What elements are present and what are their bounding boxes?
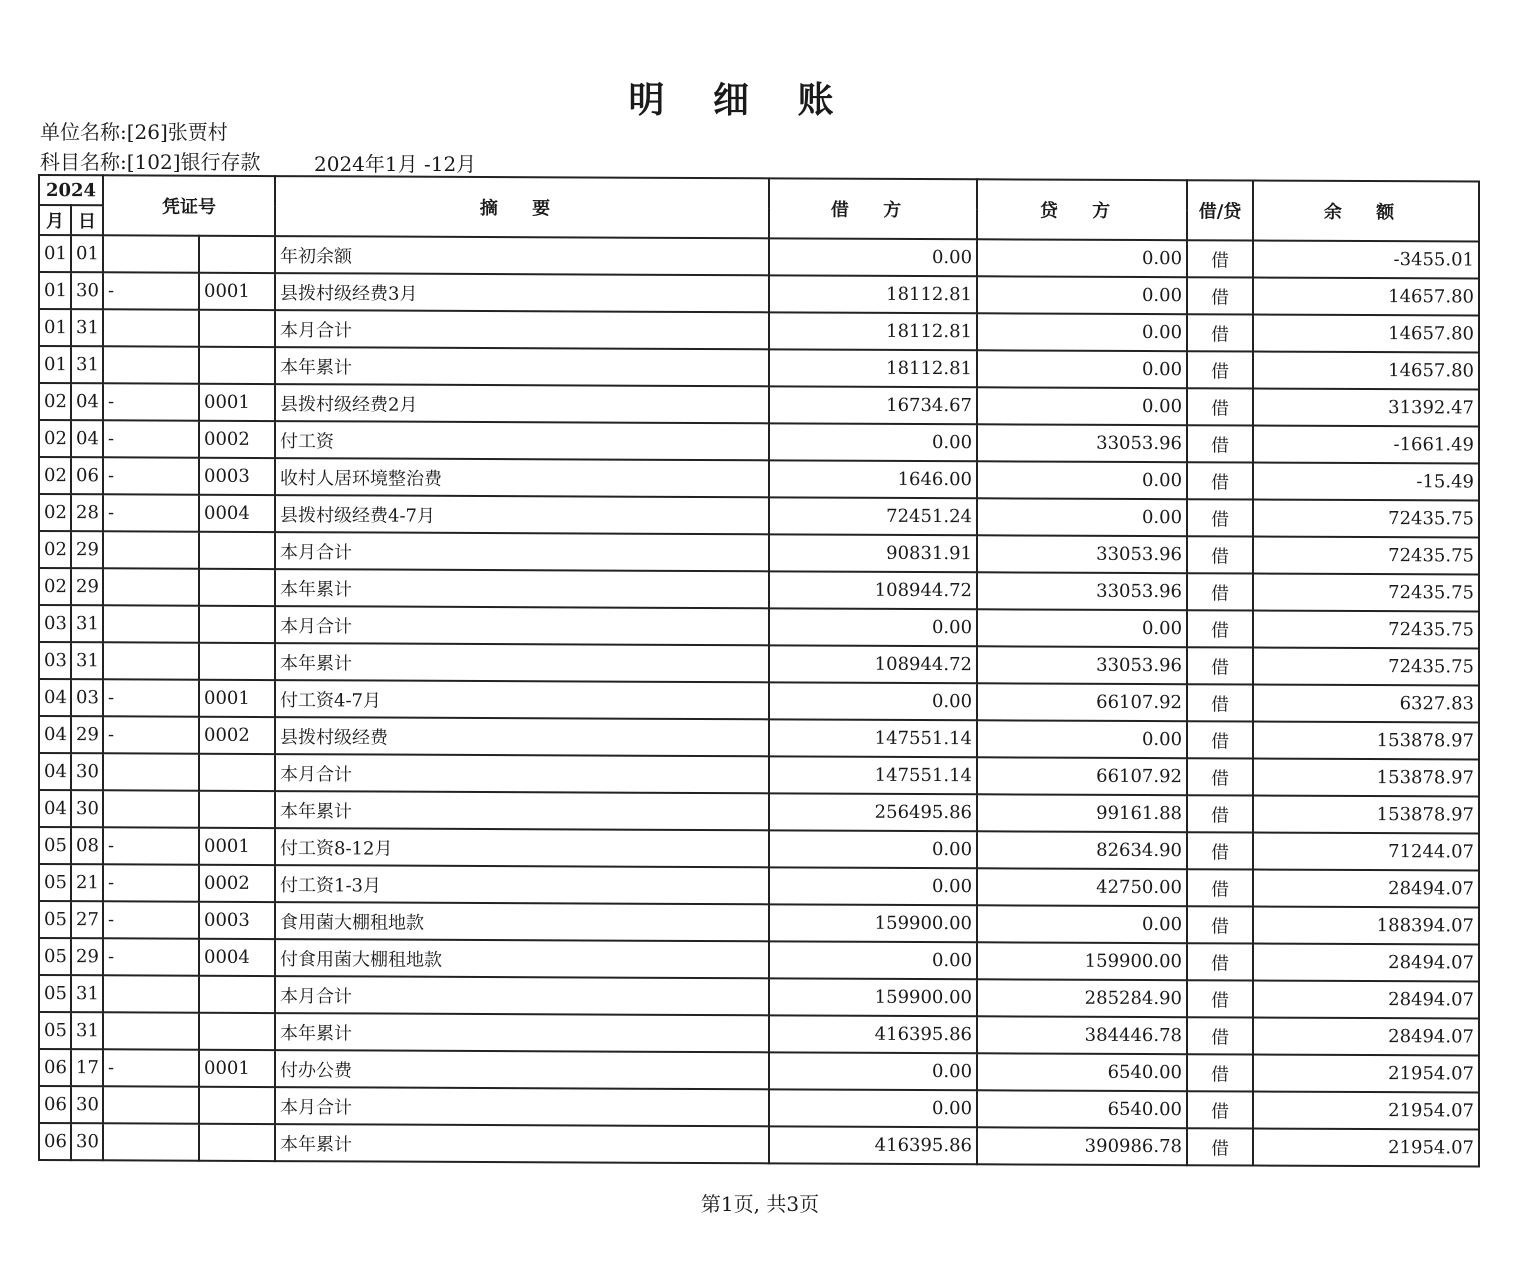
entry-month: 04 [39,790,71,827]
entry-voucher-type: - [103,457,199,494]
entry-month: 02 [39,494,71,531]
entry-summary: 本月合计 [275,606,769,645]
entry-credit: 6540.00 [977,1053,1187,1091]
entry-voucher-type: - [103,716,199,753]
entry-voucher-type: - [103,827,199,864]
entry-voucher-type: - [103,494,199,531]
entry-debit: 108944.72 [769,571,977,609]
entry-voucher-type [103,642,199,679]
unit-name: 单位名称:[26]张贾村 [40,120,228,144]
entry-balance: -15.49 [1253,463,1479,501]
entry-voucher-number: 0001 [199,680,275,717]
entry-voucher-number [199,1013,275,1050]
entry-voucher-number: 0004 [199,939,275,976]
entry-summary: 县拨村级经费 [275,717,769,756]
entry-balance: 188394.07 [1253,907,1479,945]
entry-voucher-number: 0001 [199,1050,275,1087]
entry-balance: 6327.83 [1253,685,1479,723]
entry-balance: 72435.75 [1253,611,1479,649]
entry-month: 04 [39,679,71,716]
header-direction: 借/贷 [1187,180,1253,240]
entry-voucher-number [199,1124,275,1161]
entry-debit: 0.00 [769,830,977,868]
entry-balance: 14657.80 [1253,352,1479,390]
entry-day: 31 [71,642,103,679]
entry-voucher-type [103,975,199,1012]
entry-voucher-type [103,309,199,346]
entry-day: 04 [71,383,103,420]
entry-summary: 食用菌大棚租地款 [275,902,769,941]
entry-credit: 390986.78 [977,1127,1187,1165]
entry-month: 05 [39,901,71,938]
entry-summary: 付工资1-3月 [275,865,769,904]
header-year: 2024 [39,175,103,205]
entry-debit: 16734.67 [769,386,977,424]
entry-credit: 0.00 [977,350,1187,388]
entry-day: 17 [71,1049,103,1086]
entry-month: 05 [39,938,71,975]
entry-month: 02 [39,568,71,605]
entry-balance: 28494.07 [1253,944,1479,982]
entry-credit: 82634.90 [977,831,1187,869]
entry-summary: 付工资 [275,421,769,460]
ledger-title: 明 细 账 [628,79,852,121]
entry-summary: 付工资4-7月 [275,680,769,719]
entry-month: 02 [39,531,71,568]
entry-balance: 72435.75 [1253,500,1479,538]
entry-direction: 借 [1187,610,1253,647]
header-balance: 余 额 [1253,181,1479,242]
entry-voucher-number: 0001 [199,273,275,310]
entry-debit: 0.00 [769,608,977,646]
entry-direction: 借 [1187,758,1253,795]
entry-day: 29 [71,716,103,753]
entry-balance: 14657.80 [1253,278,1479,316]
entry-voucher-number [199,976,275,1013]
entry-balance: 153878.97 [1253,796,1479,834]
entry-debit: 416395.86 [769,1015,977,1053]
entry-summary: 本年累计 [275,643,769,682]
entry-direction: 借 [1187,795,1253,832]
entry-debit: 0.00 [769,941,977,979]
entry-direction: 借 [1187,1054,1253,1091]
entry-balance: -3455.01 [1253,241,1479,279]
entry-summary: 付工资8-12月 [275,828,769,867]
period: 2024年1月 -12月 [314,152,477,176]
entry-balance: 31392.47 [1253,389,1479,427]
entry-day: 30 [71,1123,103,1160]
entry-balance: 28494.07 [1253,981,1479,1019]
entry-voucher-type: - [103,938,199,975]
entry-voucher-number: 0002 [199,421,275,458]
entry-direction: 借 [1187,943,1253,980]
entry-voucher-number [199,606,275,643]
entry-summary: 县拨村级经费3月 [275,273,769,312]
header-voucher: 凭证号 [103,175,275,236]
entry-day: 30 [71,753,103,790]
entry-balance: 72435.75 [1253,537,1479,575]
entry-voucher-type [103,568,199,605]
entry-month: 03 [39,642,71,679]
entry-voucher-number [199,310,275,347]
entry-balance: 71244.07 [1253,833,1479,871]
entry-credit: 0.00 [977,276,1187,314]
entry-debit: 18112.81 [769,312,977,350]
entry-month: 01 [39,346,71,383]
entry-direction: 借 [1187,314,1253,351]
entry-day: 29 [71,531,103,568]
entry-month: 04 [39,753,71,790]
entry-voucher-type [103,1086,199,1123]
entry-voucher-number [199,754,275,791]
entry-balance: 72435.75 [1253,648,1479,686]
entry-voucher-type: - [103,383,199,420]
entry-summary: 县拨村级经费2月 [275,384,769,423]
entry-month: 01 [39,309,71,346]
entry-credit: 0.00 [977,313,1187,351]
entry-credit: 33053.96 [977,535,1187,573]
entry-day: 31 [71,309,103,346]
entry-balance: 72435.75 [1253,574,1479,612]
header-debit: 借 方 [769,178,977,239]
entry-balance: 21954.07 [1253,1092,1479,1130]
entry-balance: 28494.07 [1253,870,1479,908]
entry-day: 29 [71,938,103,975]
entry-debit: 18112.81 [769,275,977,313]
entry-debit: 147551.14 [769,756,977,794]
entry-voucher-number: 0002 [199,865,275,902]
entry-day: 06 [71,457,103,494]
entry-day: 31 [71,346,103,383]
entry-month: 06 [39,1049,71,1086]
entry-summary: 本年累计 [275,1124,769,1163]
entry-balance: 14657.80 [1253,315,1479,353]
entry-direction: 借 [1187,832,1253,869]
entry-summary: 县拨村级经费4-7月 [275,495,769,534]
entry-voucher-number: 0004 [199,495,275,532]
entry-month: 06 [39,1086,71,1123]
entry-direction: 借 [1187,1017,1253,1054]
entry-day: 30 [71,272,103,309]
entry-summary: 本年累计 [275,791,769,830]
entry-credit: 0.00 [977,905,1187,943]
entry-voucher-number [199,532,275,569]
entry-day: 01 [71,235,103,272]
entry-balance: 153878.97 [1253,722,1479,760]
entry-summary: 本月合计 [275,976,769,1015]
entry-month: 03 [39,605,71,642]
entry-debit: 0.00 [769,682,977,720]
entry-debit: 0.00 [769,238,977,276]
entry-balance: 21954.07 [1253,1055,1479,1093]
entry-voucher-number [199,791,275,828]
entry-direction: 借 [1187,721,1253,758]
entry-direction: 借 [1187,536,1253,573]
entry-voucher-type: - [103,864,199,901]
entry-direction: 借 [1187,1128,1253,1165]
entry-direction: 借 [1187,388,1253,425]
entry-credit: 99161.88 [977,794,1187,832]
entry-voucher-type [103,790,199,827]
header-day: 日 [71,205,103,235]
entry-credit: 384446.78 [977,1016,1187,1054]
entry-credit: 0.00 [977,498,1187,536]
entry-month: 06 [39,1123,71,1160]
entry-debit: 416395.86 [769,1126,977,1164]
entry-summary: 本月合计 [275,1087,769,1126]
entry-direction: 借 [1187,869,1253,906]
entry-day: 27 [71,901,103,938]
entry-voucher-number: 0001 [199,828,275,865]
entry-direction: 借 [1187,351,1253,388]
entry-debit: 108944.72 [769,645,977,683]
entry-direction: 借 [1187,277,1253,314]
entry-summary: 年初余额 [275,236,769,275]
entry-credit: 42750.00 [977,868,1187,906]
header-credit: 贷 方 [977,179,1187,240]
entry-voucher-type [103,753,199,790]
entry-voucher-type: - [103,272,199,309]
ledger-body [39,235,1479,1167]
entry-voucher-type: - [103,679,199,716]
entry-day: 28 [71,494,103,531]
subject-name: 科目名称:[102]银行存款 [40,150,261,174]
entry-credit: 33053.96 [977,646,1187,684]
entry-credit: 66107.92 [977,683,1187,721]
entry-voucher-type [103,605,199,642]
entry-summary: 本年累计 [275,1013,769,1052]
entry-balance: -1661.49 [1253,426,1479,464]
entry-month: 05 [39,864,71,901]
entry-summary: 付食用菌大棚租地款 [275,939,769,978]
entry-day: 21 [71,864,103,901]
entry-direction: 借 [1187,684,1253,721]
entry-voucher-type [103,1012,199,1049]
entry-voucher-number [199,1087,275,1124]
entry-debit: 72451.24 [769,497,977,535]
entry-debit: 1646.00 [769,460,977,498]
entry-credit: 159900.00 [977,942,1187,980]
entry-direction: 借 [1187,499,1253,536]
entry-voucher-number: 0002 [199,717,275,754]
entry-month: 05 [39,1012,71,1049]
entry-debit: 18112.81 [769,349,977,387]
entry-month: 01 [39,235,71,272]
entry-summary: 本年累计 [275,347,769,386]
entry-debit: 0.00 [769,423,977,461]
entry-direction: 借 [1187,1091,1253,1128]
entry-balance: 21954.07 [1253,1129,1479,1167]
entry-credit: 0.00 [977,720,1187,758]
entry-voucher-number: 0003 [199,458,275,495]
entry-summary: 本月合计 [275,754,769,793]
entry-voucher-type [103,1123,199,1160]
entry-day: 29 [71,568,103,605]
entry-direction: 借 [1187,906,1253,943]
entry-day: 30 [71,790,103,827]
entry-summary: 付办公费 [275,1050,769,1089]
entry-voucher-number: 0003 [199,902,275,939]
entry-day: 03 [71,679,103,716]
entry-debit: 0.00 [769,867,977,905]
entry-month: 04 [39,716,71,753]
entry-day: 04 [71,420,103,457]
entry-credit: 6540.00 [977,1090,1187,1128]
entry-debit: 0.00 [769,1089,977,1127]
entry-voucher-type: - [103,901,199,938]
entry-credit: 285284.90 [977,979,1187,1017]
entry-month: 05 [39,827,71,864]
entry-voucher-number [199,643,275,680]
entry-direction: 借 [1187,462,1253,499]
entry-voucher-type: - [103,420,199,457]
entry-day: 31 [71,605,103,642]
entry-voucher-number [199,347,275,384]
entry-voucher-type [103,346,199,383]
entry-credit: 0.00 [977,387,1187,425]
entry-day: 30 [71,1086,103,1123]
entry-credit: 0.00 [977,461,1187,499]
header-month: 月 [39,205,71,235]
entry-credit: 66107.92 [977,757,1187,795]
entry-direction: 借 [1187,573,1253,610]
entry-credit: 0.00 [977,239,1187,277]
entry-credit: 33053.96 [977,572,1187,610]
entry-debit: 256495.86 [769,793,977,831]
entry-direction: 借 [1187,980,1253,1017]
entry-debit: 90831.91 [769,534,977,572]
entry-voucher-number [199,569,275,606]
entry-month: 05 [39,975,71,1012]
entry-day: 08 [71,827,103,864]
header-summary: 摘 要 [275,176,769,238]
entry-balance: 28494.07 [1253,1018,1479,1056]
entry-credit: 33053.96 [977,424,1187,462]
table-row [39,1123,1479,1167]
entry-debit: 0.00 [769,1052,977,1090]
entry-day: 31 [71,975,103,1012]
entry-month: 02 [39,383,71,420]
entry-summary: 本月合计 [275,532,769,571]
entry-summary: 本年累计 [275,569,769,608]
entry-month: 02 [39,457,71,494]
entry-voucher-type: - [103,1049,199,1086]
entry-balance: 153878.97 [1253,759,1479,797]
entry-voucher-number [199,236,275,273]
entry-summary: 本月合计 [275,310,769,349]
entry-summary: 收村人居环境整治费 [275,458,769,497]
entry-month: 02 [39,420,71,457]
entry-voucher-type [103,531,199,568]
ledger-table [38,174,1480,1168]
entry-month: 01 [39,272,71,309]
entry-direction: 借 [1187,240,1253,277]
entry-credit: 0.00 [977,609,1187,647]
entry-direction: 借 [1187,647,1253,684]
entry-direction: 借 [1187,425,1253,462]
entry-debit: 159900.00 [769,904,977,942]
entry-debit: 159900.00 [769,978,977,1016]
entry-voucher-type [103,235,199,272]
entry-day: 31 [71,1012,103,1049]
entry-debit: 147551.14 [769,719,977,757]
page-footer: 第1页, 共3页 [700,1192,820,1216]
entry-voucher-number: 0001 [199,384,275,421]
